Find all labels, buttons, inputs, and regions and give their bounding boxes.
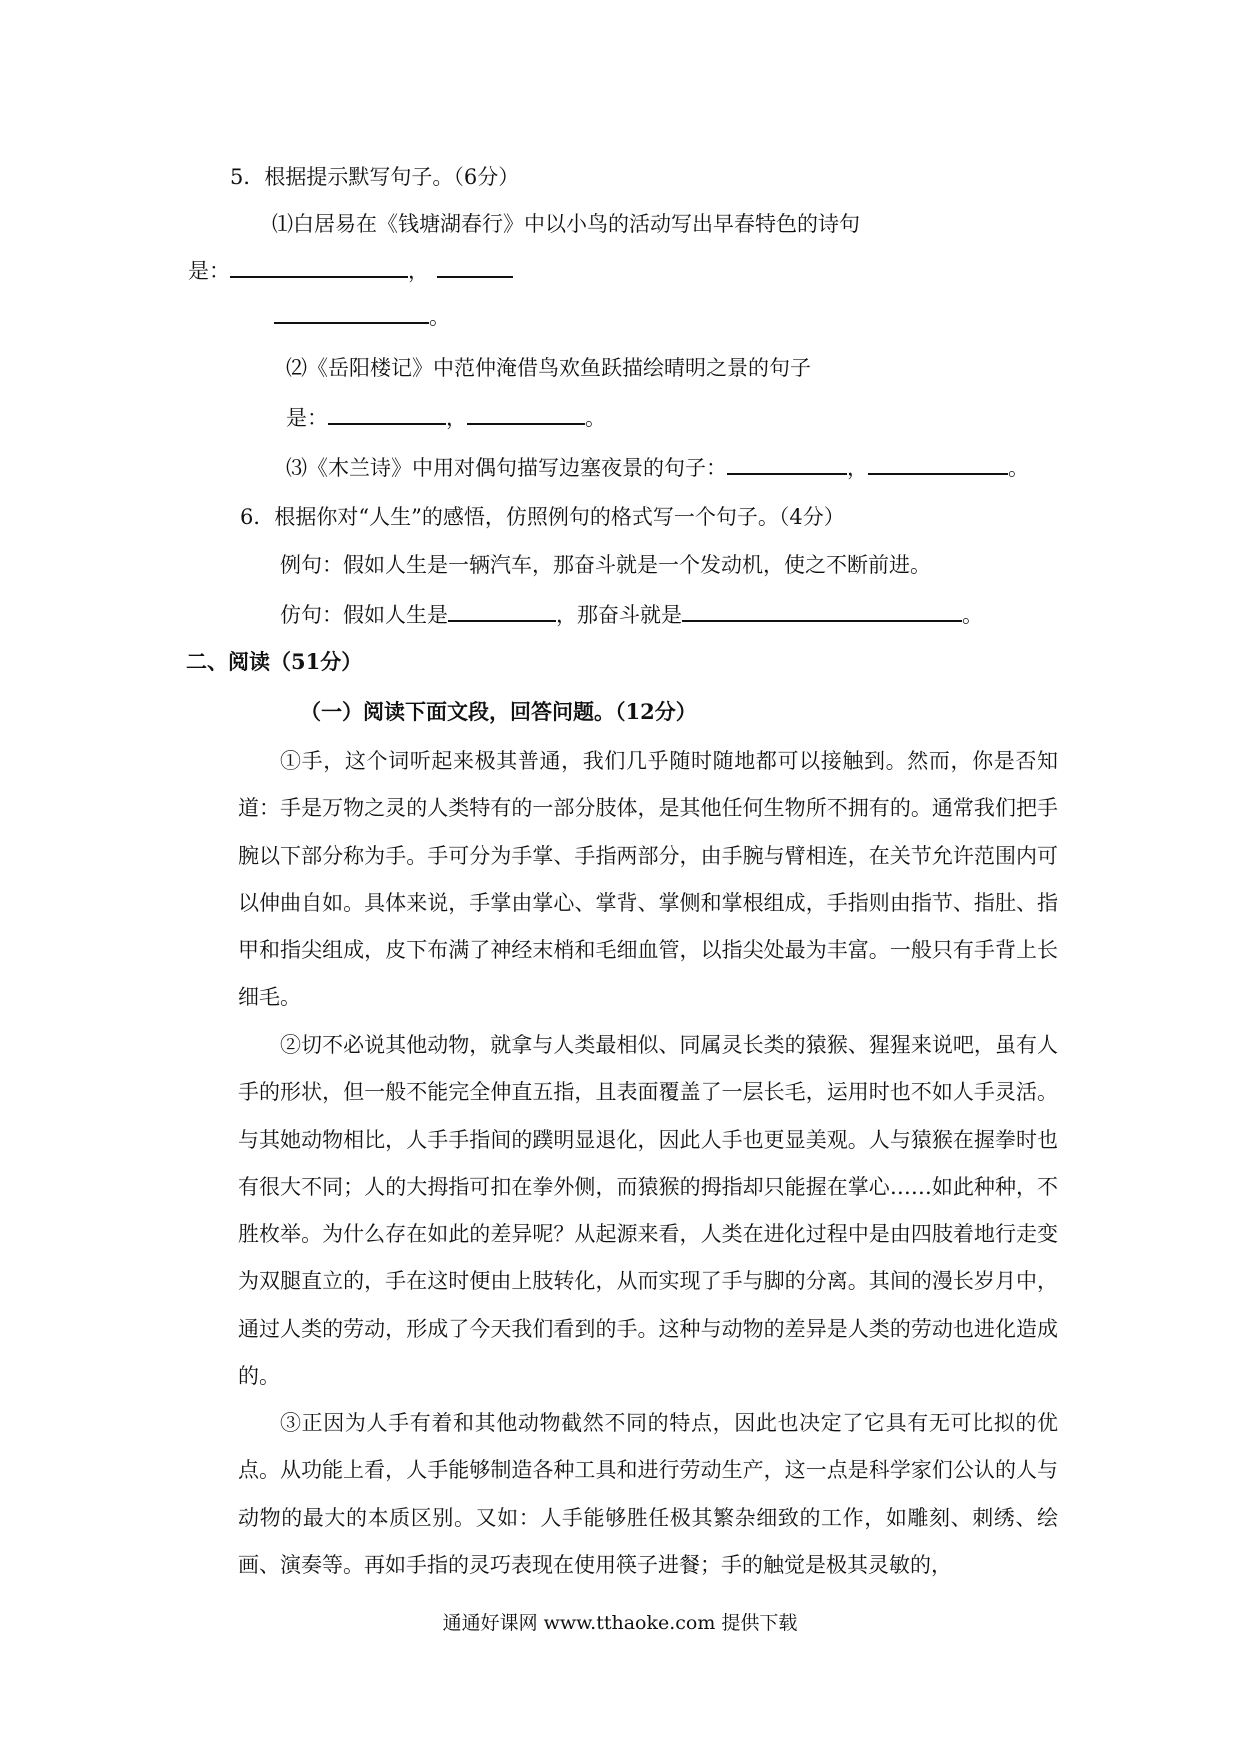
answer-blank[interactable] <box>682 600 962 622</box>
comma: ， <box>446 406 467 430</box>
q5-item1-answer-line <box>188 256 513 285</box>
q5-item1-answer-line2 <box>274 302 450 331</box>
q6-imitation-mid: ，那奋斗就是 <box>556 603 682 627</box>
section2-subsection-title: （一）阅读下面文段，回答问题。（12分） <box>300 699 697 724</box>
period: 。 <box>429 305 450 329</box>
answer-blank[interactable] <box>727 453 847 475</box>
period: 。 <box>1008 456 1029 480</box>
q5-item2-shi: 是： <box>286 406 328 430</box>
q5-item2-prompt: ⑵《岳阳楼记》中范仲淹借鸟欢鱼跃描绘晴明之景的句子 <box>286 356 811 380</box>
q5-title: 5．根据提示默写句子。（6分） <box>230 165 520 189</box>
q5-item3-prompt: ⑶《木兰诗》中用对偶句描写边塞夜景的句子： <box>286 456 727 480</box>
q5-item1-prompt: ⑴白居易在《钱塘湖春行》中以小鸟的活动写出早春特色的诗句 <box>272 212 860 236</box>
q5-item2-answer-line <box>286 403 606 432</box>
answer-blank[interactable] <box>230 256 408 278</box>
passage-paragraph-1: ①手，这个词听起来极其普通，我们几乎随时随地都可以接触到。然而，你是否知道：手是万物之灵的人类特有的一部分肢体，是其他任何生物所不拥有的。通常我们把手腕以下部分称为手。手可分为手掌、手指两部分，由手腕与臂相连，在关节允许范围内可以伸曲自如。具体来说，手掌由掌心、掌背、掌侧和掌根组成，手指则由指节、指肚、指甲和指尖组成，皮下布满了神经末梢和毛细血管，以指尖处最为丰富。一般只有手背上长细毛。 <box>238 749 1058 1010</box>
period: 。 <box>585 406 606 430</box>
q6-example: 例句：假如人生是一辆汽车，那奋斗就是一个发动机，使之不断前进。 <box>280 553 931 577</box>
page-footer: 通通好课网 www.tthaoke.com 提供下载 <box>442 1612 798 1634</box>
comma: ， <box>847 456 868 480</box>
answer-blank[interactable] <box>868 453 1008 475</box>
q6-imitation-line <box>280 600 983 629</box>
comma: ， <box>408 259 429 283</box>
q6-imitation-prefix: 仿句：假如人生是 <box>280 603 448 627</box>
answer-blank[interactable] <box>437 256 513 278</box>
q6-title: 6．根据你对“人生”的感悟，仿照例句的格式写一个句子。（4分） <box>240 505 845 529</box>
q6-imitation-end: 。 <box>962 603 983 627</box>
passage-paragraph-3: ③正因为人手有着和其他动物截然不同的特点，因此也决定了它具有无可比拟的优点。从功能上看，人手能够制造各种工具和进行劳动生产，这一点是科学家们公认的人与动物的最大的本质区别。又如：人手能够胜任极其繁杂细致的工作，如雕刻、刺绣、绘画、演奏等。再如手指的灵巧表现在使用筷子进餐；手的触觉是极其灵敏的， <box>238 1411 1058 1577</box>
q5-item1-shi: 是： <box>188 259 230 283</box>
answer-blank[interactable] <box>328 403 446 425</box>
section2-title: 二、阅读（51分） <box>186 649 363 674</box>
answer-blank[interactable] <box>448 600 556 622</box>
q5-item3-line <box>286 453 1029 482</box>
answer-blank[interactable] <box>467 403 585 425</box>
answer-blank[interactable] <box>274 302 429 324</box>
passage-paragraph-2: ②切不必说其他动物，就拿与人类最相似、同属灵长类的猿猴、猩猩来说吧，虽有人手的形状，但一般不能完全伸直五指，且表面覆盖了一层长毛，运用时也不如人手灵活。与其她动物相比，人手手指间的蹼明显退化，因此人手也更显美观。人与猿猴在握拳时也有很大不同；人的大拇指可扣在拳外侧，而猿猴的拇指却只能握在掌心……如此种种，不胜枚举。为什么存在如此的差异呢？从起源来看，人类在进化过程中是由四肢着地行走变为双腿直立的，手在这时便由上肢转化，从而实现了手与脚的分离。其间的漫长岁月中，通过人类的劳动，形成了今天我们看到的手。这种与动物的差异是人类的劳动也进化造成的。 <box>238 1033 1058 1389</box>
